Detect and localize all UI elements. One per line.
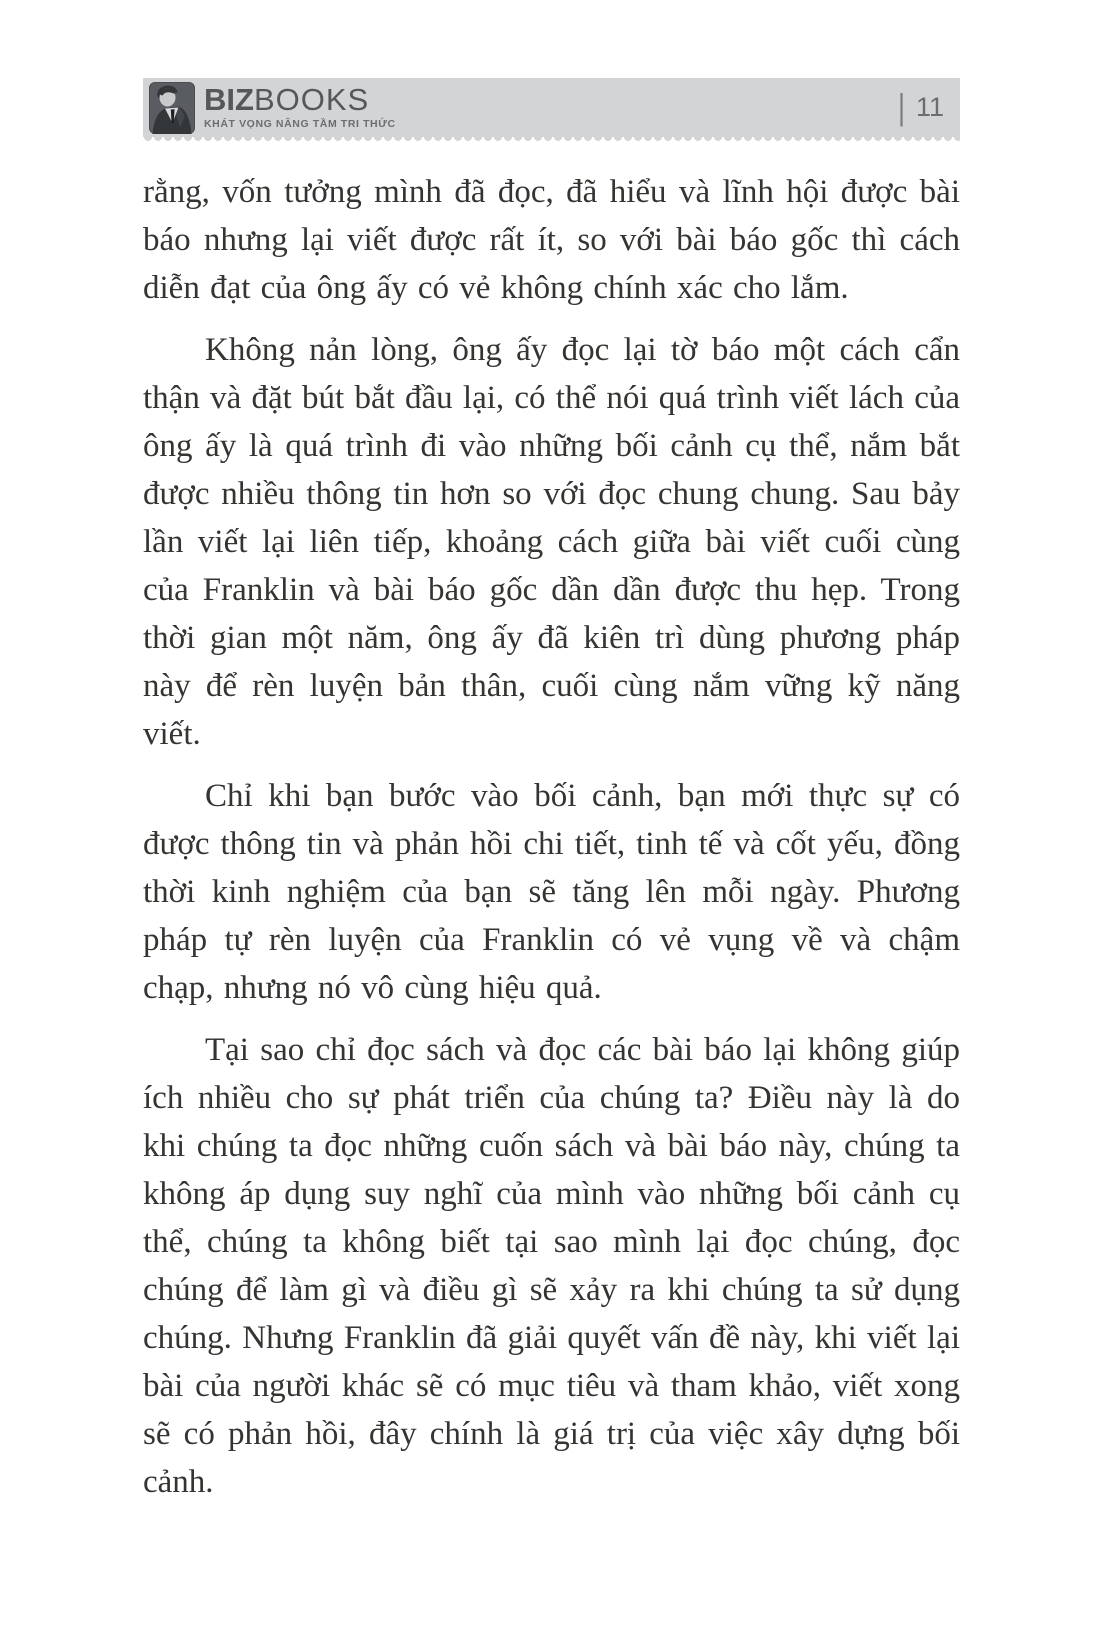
- page-number: [897, 86, 944, 128]
- page-number-value: 11: [915, 92, 944, 122]
- page-number-separator: |: [897, 86, 905, 128]
- bizbooks-logo-text: [204, 82, 396, 130]
- logo-name-light: BOOKS: [253, 82, 370, 117]
- logo-name-bold: BIZ: [204, 82, 254, 117]
- bizbooks-businessman-logo-icon: [149, 82, 195, 134]
- page-header: [143, 78, 960, 137]
- paragraph-3: Chỉ khi bạn bước vào bối cảnh, bạn mới thực sự có được thông tin và phản hồi chi tiết, tinh tế và cốt yếu, đồng thời kinh nghiệm của bạn sẽ tăng lên mỗi ngày. Phương pháp tự rèn luyện của Franklin có vẻ vụng về và chậm chạp, nhưng nó vô cùng hiệu quả.: [143, 778, 960, 1006]
- bizbooks-tagline: KHÁT VỌNG NÂNG TẦM TRI THỨC: [204, 118, 396, 130]
- paragraph-4: Tại sao chỉ đọc sách và đọc các bài báo lại không giúp ích nhiều cho sự phát triển của chúng ta? Điều này là do khi chúng ta đọc những cuốn sách và bài báo này, chúng ta không áp dụng suy nghĩ của mình vào những bối cảnh cụ thể, chúng ta không biết tại sao mình lại đọc chúng, đọc chúng để làm gì và điều gì sẽ xảy ra khi chúng ta sử dụng chúng. Nhưng Franklin đã giải quyết vấn đề này, khi viết lại bài của người khác sẽ có mục tiêu và tham khảo, viết xong sẽ có phản hồi, đây chính là giá trị của việc xây dựng bối cảnh.: [143, 1032, 960, 1500]
- page-content: [143, 168, 960, 1506]
- paragraph-2: Không nản lòng, ông ấy đọc lại tờ báo một cách cẩn thận và đặt bút bắt đầu lại, có thể nói quá trình viết lách của ông ấy là quá trình đi vào những bối cảnh cụ thể, nắm bắt được nhiều thông tin hơn so với đọc chung chung. Sau bảy lần viết lại liên tiếp, khoảng cách giữa bài viết cuối cùng của Franklin và bài báo gốc dần dần được thu hẹp. Trong thời gian một năm, ông ấy đã kiên trì dùng phương pháp này để rèn luyện bản thân, cuối cùng nắm vững kỹ năng viết.: [143, 332, 960, 752]
- bizbooks-logo-name: [204, 82, 396, 117]
- paragraph-1: rằng, vốn tưởng mình đã đọc, đã hiểu và lĩnh hội được bài báo nhưng lại viết được rất ít, so với bài báo gốc thì cách diễn đạt của ông ấy có vẻ không chính xác cho lắm.: [143, 174, 960, 306]
- bizbooks-logo: [149, 82, 396, 134]
